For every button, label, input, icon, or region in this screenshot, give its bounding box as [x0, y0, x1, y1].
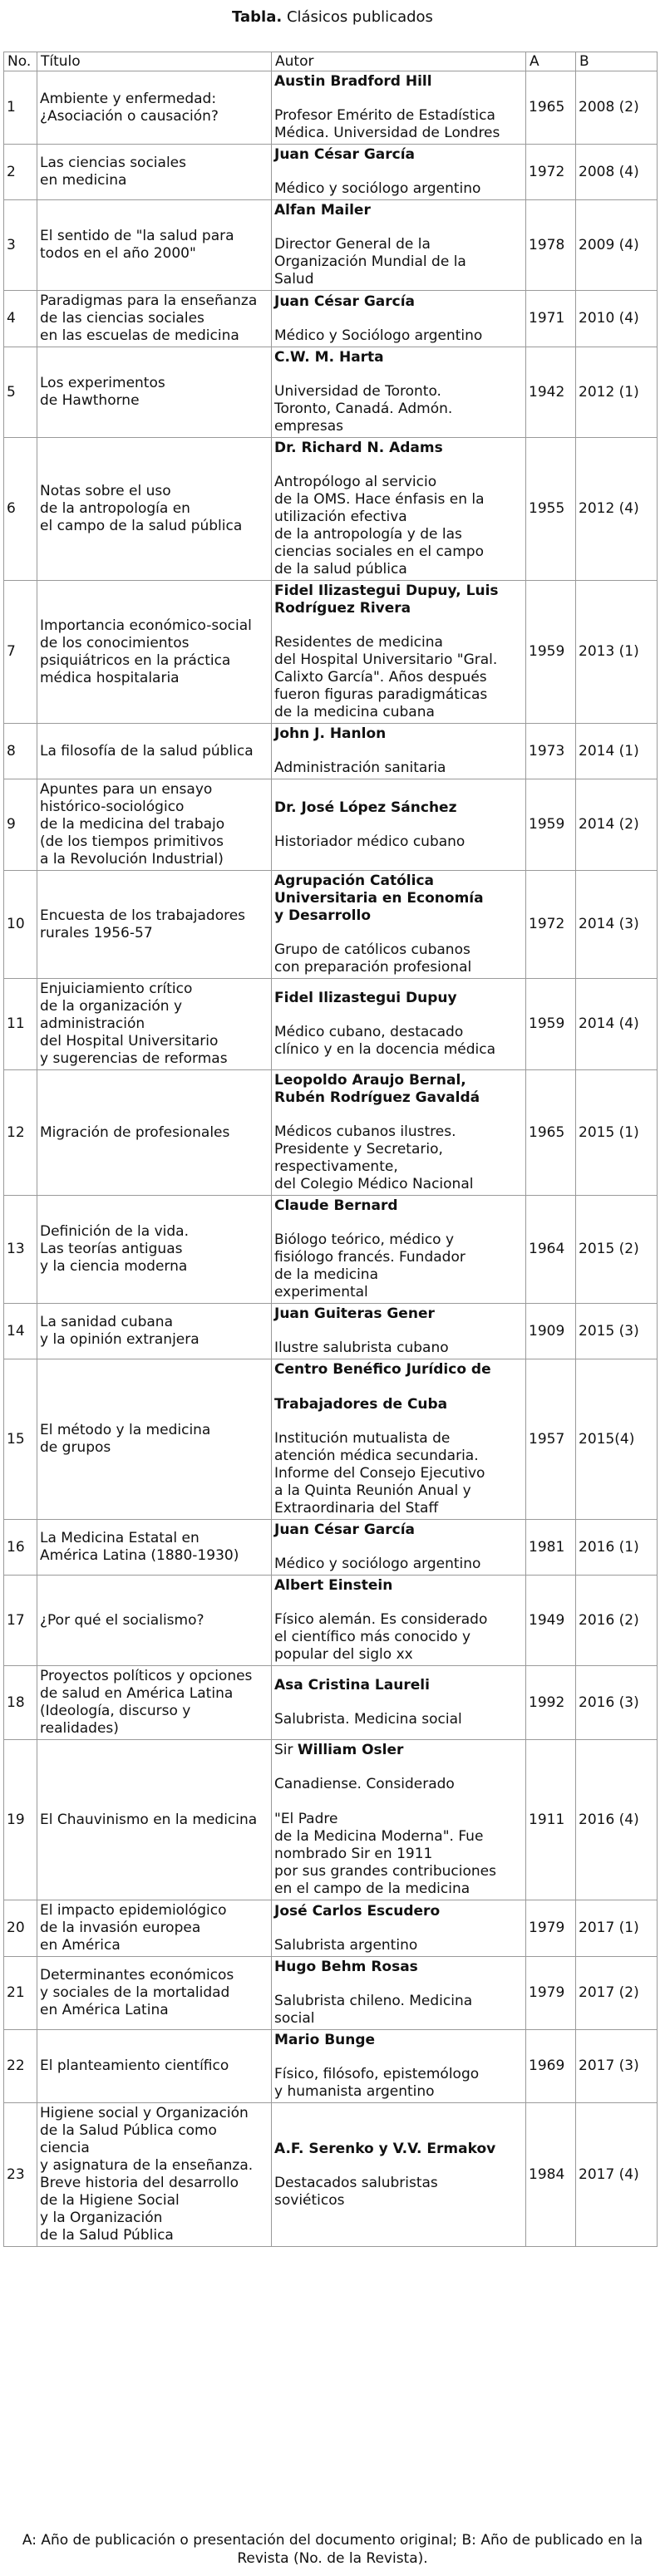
row-number: 23: [4, 2103, 37, 2247]
title-text: Las ciencias sociales en medicina: [40, 155, 186, 189]
author-description: Director General de la Organización Mundial de la Salud: [274, 236, 466, 288]
author-name: Fidel Ilizastegui Dupuy, Luis Rodríguez Rivera: [274, 583, 499, 617]
author-description: Médico cubano, destacado clínico y en la docencia médica: [274, 1024, 496, 1058]
author-description: Médico y sociólogo argentino: [274, 180, 481, 197]
author-name: Claude Bernard: [274, 1197, 398, 1214]
header-author: Autor: [272, 52, 526, 71]
revista-issue: 2012 (4): [576, 438, 658, 581]
year-original: 1949: [526, 1576, 576, 1666]
author-name-line: [274, 1903, 523, 1920]
author-name-line: [274, 1959, 523, 1976]
year-original: 1965: [526, 71, 576, 145]
row-title: [37, 438, 272, 581]
table-row: [4, 2103, 658, 2247]
title-text: Encuesta de los trabajadores rurales 1956-57: [40, 907, 246, 941]
author-prefix: Sir: [274, 1742, 298, 1758]
title-text: La sanidad cubana y la opinión extranjera: [40, 1314, 200, 1348]
title-text: Enjuiciamiento crítico de la organización y administración del Hospital Universitario y sugerencias de reformas: [40, 981, 228, 1067]
row-number: 5: [4, 347, 37, 438]
author-name-line: [274, 2032, 523, 2049]
revista-issue: 2014 (1): [576, 724, 658, 779]
row-title: [37, 347, 272, 438]
row-title: [37, 291, 272, 347]
author-description: Médico y Sociólogo argentino: [274, 327, 483, 344]
author-name-line: [274, 349, 523, 366]
row-number: 7: [4, 581, 37, 724]
row-author: [272, 1196, 526, 1304]
author-name: William Osler: [297, 1742, 404, 1758]
title-text: El método y la medicina de grupos: [40, 1422, 211, 1456]
table-row: [4, 291, 658, 347]
title-text: La filosofía de la salud pública: [40, 742, 254, 760]
row-author: [272, 779, 526, 871]
author-name: Dr. Richard N. Adams: [274, 440, 443, 456]
title-text: Definición de la vida. Las teorías antiguas y la ciencia moderna: [40, 1223, 189, 1275]
author-description: Salubrista. Medicina social: [274, 1711, 462, 1728]
author-description: Residentes de medicina del Hospital Universitario "Gral. Calixto García". Años después fueron figuras paradigmáticas de la medicina cubana: [274, 634, 498, 720]
author-description: Salubrista chileno. Medicina social: [274, 1993, 473, 2027]
author-name: Austin Bradford Hill: [274, 73, 432, 90]
row-title: [37, 1196, 272, 1304]
author-name-line: [274, 1522, 523, 1539]
table-row: [4, 1196, 658, 1304]
year-original: 1959: [526, 779, 576, 871]
year-original: 1909: [526, 1304, 576, 1359]
row-author: [272, 2030, 526, 2103]
author-name: A.F. Serenko y V.V. Ermakov: [274, 2140, 496, 2157]
revista-issue: 2015(4): [576, 1359, 658, 1520]
year-original: 1959: [526, 979, 576, 1070]
title-text: Apuntes para un ensayo histórico-sociológico de la medicina del trabajo (de los tiempos primitivos a la Revolución Industrial): [40, 781, 225, 868]
author-name-line: [274, 1361, 523, 1413]
row-number: 16: [4, 1520, 37, 1576]
row-title: [37, 1740, 272, 1900]
year-original: 1959: [526, 581, 576, 724]
row-author: [272, 581, 526, 724]
revista-issue: 2017 (1): [576, 1900, 658, 1957]
author-name: Juan Guiteras Gener: [274, 1305, 435, 1322]
revista-issue: 2017 (3): [576, 2030, 658, 2103]
row-title: [37, 1520, 272, 1576]
revista-issue: 2009 (4): [576, 200, 658, 291]
year-original: 1957: [526, 1359, 576, 1520]
author-description: Biólogo teórico, médico y fisiólogo francés. Fundador de la medicina experimental: [274, 1231, 466, 1300]
row-author: [272, 724, 526, 779]
author-description: Administración sanitaria: [274, 760, 446, 776]
table-row: [4, 724, 658, 779]
title-text: El impacto epidemiológico de la invasión europea en América: [40, 1902, 227, 1954]
row-number: 1: [4, 71, 37, 145]
year-original: 1972: [526, 871, 576, 979]
table-row: [4, 1359, 658, 1520]
table-row: [4, 1740, 658, 1900]
row-title: [37, 1304, 272, 1359]
author-name-line: [274, 1742, 523, 1759]
author-name-line: [274, 1305, 523, 1323]
row-number: 20: [4, 1900, 37, 1957]
author-description: Historiador médico cubano: [274, 833, 466, 850]
title-text: Migración de profesionales: [40, 1123, 230, 1141]
year-original: 1955: [526, 438, 576, 581]
row-author: [272, 1070, 526, 1196]
author-name-line: [274, 440, 523, 457]
year-original: 1942: [526, 347, 576, 438]
table-row: [4, 347, 658, 438]
table-row: [4, 581, 658, 724]
revista-issue: 2012 (1): [576, 347, 658, 438]
title-text: Importancia económico-social de los conocimientos psiquiátricos en la práctica médica hospitalaria: [40, 617, 252, 686]
caption-text: Clásicos publicados: [286, 8, 433, 26]
row-number: 21: [4, 1957, 37, 2030]
row-number: 14: [4, 1304, 37, 1359]
year-original: 1992: [526, 1666, 576, 1740]
table-row: [4, 779, 658, 871]
author-description: Médicos cubanos ilustres. Presidente y Secretario, respectivamente, del Colegio Médico Nacional: [274, 1123, 474, 1192]
table-row: [4, 1070, 658, 1196]
author-name-line: [274, 725, 523, 743]
author-description: Físico, filósofo, epistemólogo y humanista argentino: [274, 2066, 480, 2100]
table-header-row: [4, 52, 658, 71]
revista-issue: 2016 (4): [576, 1740, 658, 1900]
row-number: 9: [4, 779, 37, 871]
table-row: [4, 2030, 658, 2103]
author-name: Agrupación Católica Universitaria en Economía y Desarrollo: [274, 873, 484, 924]
author-description: Ilustre salubrista cubano: [274, 1340, 449, 1356]
row-author: [272, 1304, 526, 1359]
row-title: [37, 1957, 272, 2030]
row-title: [37, 871, 272, 979]
author-description: Destacados salubristas soviéticos: [274, 2174, 438, 2209]
row-author: [272, 979, 526, 1070]
author-name-line: [274, 583, 523, 617]
row-author: [272, 71, 526, 145]
table-row: [4, 200, 658, 291]
year-original: 1964: [526, 1196, 576, 1304]
year-original: 1972: [526, 145, 576, 200]
year-original: 1978: [526, 200, 576, 291]
title-text: La Medicina Estatal en América Latina (1880-1930): [40, 1530, 239, 1564]
row-author: [272, 145, 526, 200]
author-name: Asa Cristina Laureli: [274, 1677, 430, 1694]
table-row: [4, 1520, 658, 1576]
author-name: C.W. M. Harta: [274, 349, 384, 366]
revista-issue: 2015 (3): [576, 1304, 658, 1359]
row-author: [272, 200, 526, 291]
author-name-line: [274, 2141, 523, 2158]
row-number: 17: [4, 1576, 37, 1666]
author-name-line: [274, 202, 523, 219]
revista-issue: 2008 (2): [576, 71, 658, 145]
caption-label: Tabla.: [232, 8, 283, 26]
revista-issue: 2008 (4): [576, 145, 658, 200]
year-original: 1971: [526, 291, 576, 347]
year-original: 1911: [526, 1740, 576, 1900]
title-text: Los experimentos de Hawthorne: [40, 375, 165, 409]
row-title: [37, 779, 272, 871]
year-original: 1981: [526, 1520, 576, 1576]
classics-table: [3, 52, 658, 2247]
author-name-line: [274, 873, 523, 925]
row-title: [37, 71, 272, 145]
table-caption: [0, 8, 665, 26]
table-row: [4, 1304, 658, 1359]
author-name-line: [274, 1072, 523, 1107]
row-author: [272, 1900, 526, 1957]
author-name: Juan César García: [274, 293, 416, 310]
row-number: 22: [4, 2030, 37, 2103]
revista-issue: 2013 (1): [576, 581, 658, 724]
row-number: 8: [4, 724, 37, 779]
row-number: 12: [4, 1070, 37, 1196]
row-author: [272, 1957, 526, 2030]
row-number: 3: [4, 200, 37, 291]
table-row: [4, 871, 658, 979]
row-number: 18: [4, 1666, 37, 1740]
year-original: 1973: [526, 724, 576, 779]
row-author: [272, 1359, 526, 1520]
author-description: Universidad de Toronto. Toronto, Canadá. Admón. empresas: [274, 383, 453, 435]
row-title: [37, 1900, 272, 1957]
title-text: El sentido de "la salud para todos en el año 2000": [40, 228, 234, 262]
row-number: 19: [4, 1740, 37, 1900]
title-text: Paradigmas para la enseñanza de las ciencias sociales en las escuelas de medicina: [40, 293, 258, 344]
title-text: Proyectos políticos y opciones de salud en América Latina (Ideología, discurso y realidades): [40, 1668, 253, 1737]
revista-issue: 2017 (4): [576, 2103, 658, 2247]
author-description: Antropólogo al servicio de la OMS. Hace énfasis en la utilización efectiva de la antropología y de las ciencias sociales en el campo de la salud pública: [274, 474, 485, 578]
author-name-line: [274, 1197, 523, 1215]
table-row: [4, 1576, 658, 1666]
table-row: [4, 71, 658, 145]
row-number: 4: [4, 291, 37, 347]
row-author: [272, 438, 526, 581]
year-original: 1979: [526, 1957, 576, 2030]
author-name: Fidel Ilizastegui Dupuy: [274, 990, 457, 1006]
author-description: Físico alemán. Es considerado el científico más conocido y popular del siglo xx: [274, 1611, 488, 1663]
title-text: Notas sobre el uso de la antropología en el campo de la salud pública: [40, 483, 243, 534]
author-name: Juan César García: [274, 1522, 416, 1538]
header-a: A: [526, 52, 576, 71]
author-description: Canadiense. Considerado "El Padre de la Medicina Moderna". Fue nombrado Sir en 1911 por sus grandes contribuciones en el campo de la medicina: [274, 1776, 496, 1897]
row-author: [272, 871, 526, 979]
row-author: [272, 1740, 526, 1900]
year-original: 1984: [526, 2103, 576, 2247]
table-row: [4, 1900, 658, 1957]
row-number: 2: [4, 145, 37, 200]
author-name: Mario Bunge: [274, 2032, 376, 2048]
table-row: [4, 438, 658, 581]
author-name-line: [274, 73, 523, 91]
table-row: [4, 1666, 658, 1740]
row-number: 6: [4, 438, 37, 581]
row-title: [37, 581, 272, 724]
title-text: El planteamiento científico: [40, 2057, 229, 2074]
author-name: John J. Hanlon: [274, 725, 387, 742]
row-number: 10: [4, 871, 37, 979]
row-title: [37, 979, 272, 1070]
year-original: 1969: [526, 2030, 576, 2103]
header-b: B: [576, 52, 658, 71]
row-author: [272, 2103, 526, 2247]
title-text: Determinantes económicos y sociales de la mortalidad en América Latina: [40, 1967, 234, 2018]
author-name-line: [274, 1677, 523, 1694]
table-row: [4, 979, 658, 1070]
revista-issue: 2014 (2): [576, 779, 658, 871]
table-body: [4, 71, 658, 2247]
row-author: [272, 1520, 526, 1576]
author-name: Juan César García: [274, 146, 416, 163]
revista-issue: 2014 (4): [576, 979, 658, 1070]
author-name: Centro Benéfico Jurídico de Trabajadores de Cuba: [274, 1361, 491, 1413]
row-number: 11: [4, 979, 37, 1070]
table-row: [4, 145, 658, 200]
author-description: Grupo de católicos cubanos con preparación profesional: [274, 941, 472, 976]
author-name: Dr. José López Sánchez: [274, 799, 457, 816]
author-description: Salubrista argentino: [274, 1936, 418, 1954]
author-name: Albert Einstein: [274, 1577, 393, 1594]
author-name-line: [274, 1577, 523, 1595]
author-name: Leopoldo Araujo Bernal, Rubén Rodríguez Gavaldá: [274, 1072, 480, 1106]
revista-issue: 2016 (1): [576, 1520, 658, 1576]
header-no: No.: [4, 52, 37, 71]
revista-issue: 2015 (2): [576, 1196, 658, 1304]
author-name-line: [274, 990, 523, 1007]
row-title: [37, 1666, 272, 1740]
row-author: [272, 291, 526, 347]
revista-issue: 2010 (4): [576, 291, 658, 347]
author-name: José Carlos Escudero: [274, 1902, 441, 1920]
author-description: Institución mutualista de atención médica secundaria. Informe del Consejo Ejecutivo a la Quinta Reunión Anual y Extraordinaria del Staff: [274, 1430, 485, 1517]
author-name: Alfan Mailer: [274, 202, 371, 219]
table-row: [4, 1957, 658, 2030]
row-title: [37, 1070, 272, 1196]
revista-issue: 2014 (3): [576, 871, 658, 979]
revista-issue: 2016 (3): [576, 1666, 658, 1740]
row-title: [37, 1359, 272, 1520]
header-title: Título: [37, 52, 272, 71]
title-text: El Chauvinismo en la medicina: [40, 1811, 258, 1828]
row-title: [37, 2030, 272, 2103]
row-title: [37, 2103, 272, 2247]
row-author: [272, 1576, 526, 1666]
author-name: Hugo Behm Rosas: [274, 1959, 418, 1975]
revista-issue: 2017 (2): [576, 1957, 658, 2030]
row-author: [272, 347, 526, 438]
author-name-line: [274, 293, 523, 311]
author-name-line: [274, 799, 523, 817]
revista-issue: 2016 (2): [576, 1576, 658, 1666]
row-number: 13: [4, 1196, 37, 1304]
title-text: Higiene social y Organización de la Salud Pública como ciencia y asignatura de la enseñanza. Breve historia del desarrollo de la Higiene Social y la Organización de la Salud Pública: [40, 2105, 254, 2244]
title-text: ¿Por qué el socialismo?: [40, 1611, 204, 1629]
author-name-line: [274, 146, 523, 164]
year-original: 1965: [526, 1070, 576, 1196]
row-title: [37, 145, 272, 200]
year-original: 1979: [526, 1900, 576, 1957]
title-text: Ambiente y enfermedad: ¿Asociación o causación?: [40, 90, 219, 125]
row-number: 15: [4, 1359, 37, 1520]
row-title: [37, 200, 272, 291]
author-description: Profesor Emérito de Estadística Médica. Universidad de Londres: [274, 107, 500, 141]
row-title: [37, 1576, 272, 1666]
row-author: [272, 1666, 526, 1740]
row-title: [37, 724, 272, 779]
revista-issue: 2015 (1): [576, 1070, 658, 1196]
author-description: Médico y sociólogo argentino: [274, 1556, 481, 1572]
table-footnote: A: Año de publicación o presentación del documento original; B: Año de publicado en la Revista (No. de la Revista).: [22, 2532, 643, 2567]
